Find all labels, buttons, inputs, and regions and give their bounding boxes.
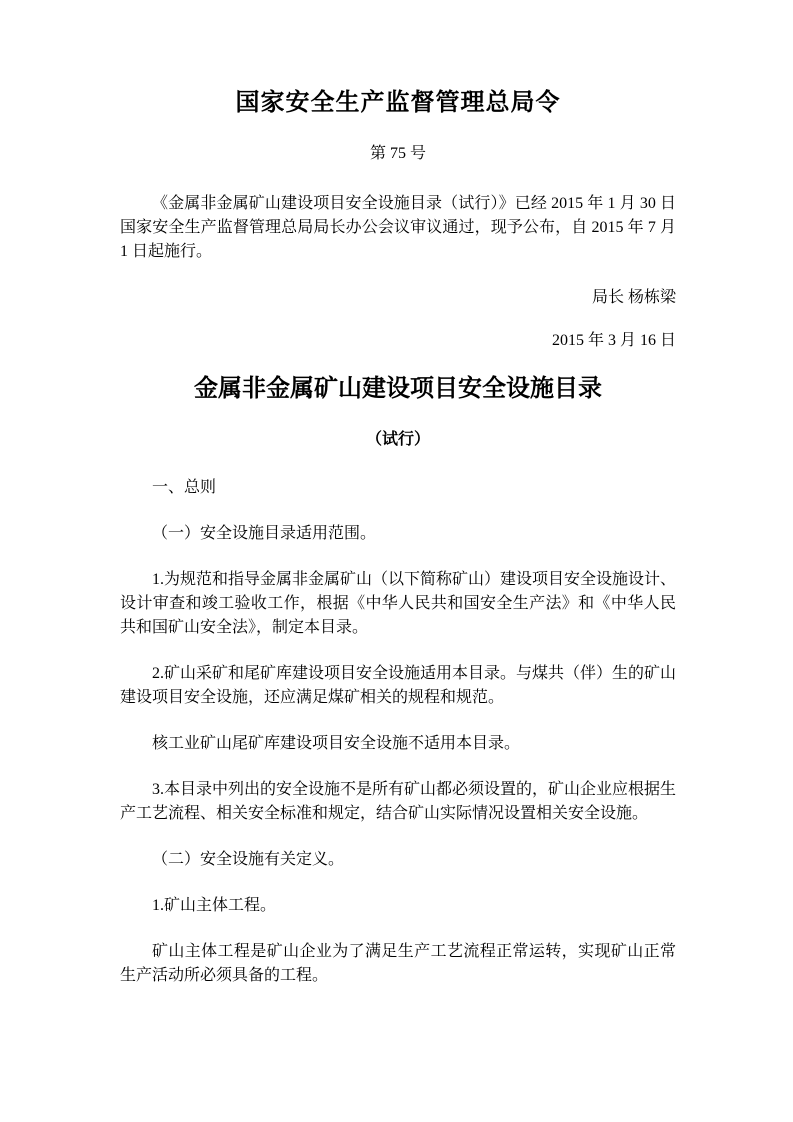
definition-item-body: 矿山主体工程是矿山企业为了满足生产工艺流程正常运转，实现矿山正常生产活动所必须具备的工程。 xyxy=(120,943,676,984)
intro-paragraph: 《金属非金属矿山建设项目安全设施目录（试行）》已经 2015 年 1 月 30 日国家安全生产监督管理总局局长办公会议审议通过，现予公布，自 2015 年 7 月 1 日起施行。 xyxy=(120,195,676,260)
order-number: 第 75 号 xyxy=(369,145,426,162)
decree-title: 国家安全生产监督管理总局令 xyxy=(235,90,561,116)
clause-paragraph-3: 3.本目录中列出的安全设施不是所有矿山都必须设置的，矿山企业应根据生产工艺流程、相关安全标准和规定，结合矿山实际情况设置相关安全设施。 xyxy=(120,781,677,822)
definition-item-heading: 1.矿山主体工程。 xyxy=(152,897,277,914)
clause-paragraph-2-note: 核工业矿山尾矿库建设项目安全设施不适用本目录。 xyxy=(152,735,521,752)
clause-paragraph-2: 2.矿山采矿和尾矿库建设项目安全设施适用本目录。与煤共（伴）生的矿山建设项目安全设施，还应满足煤矿相关的规程和规范。 xyxy=(120,665,677,706)
section-heading-general-provisions: 一、总则 xyxy=(152,479,217,496)
subsection-heading-definitions: （二）安全设施有关定义。 xyxy=(152,851,345,868)
subsection-heading-scope: （一）安全设施目录适用范围。 xyxy=(152,525,377,542)
catalog-subtitle: （试行） xyxy=(365,431,430,448)
clause-paragraph-1: 1.为规范和指导金属非金属矿山（以下简称矿山）建设项目安全设施设计、设计审查和竣工验收工作，根据《中华人民共和国安全生产法》和《中华人民共和国矿山安全法》，制定本目录。 xyxy=(120,571,677,636)
signature-line: 局长 杨栋梁 xyxy=(591,289,676,306)
issue-date: 2015 年 3 月 16 日 xyxy=(551,332,676,349)
catalog-title: 金属非金属矿山建设项目安全设施目录 xyxy=(194,376,602,402)
